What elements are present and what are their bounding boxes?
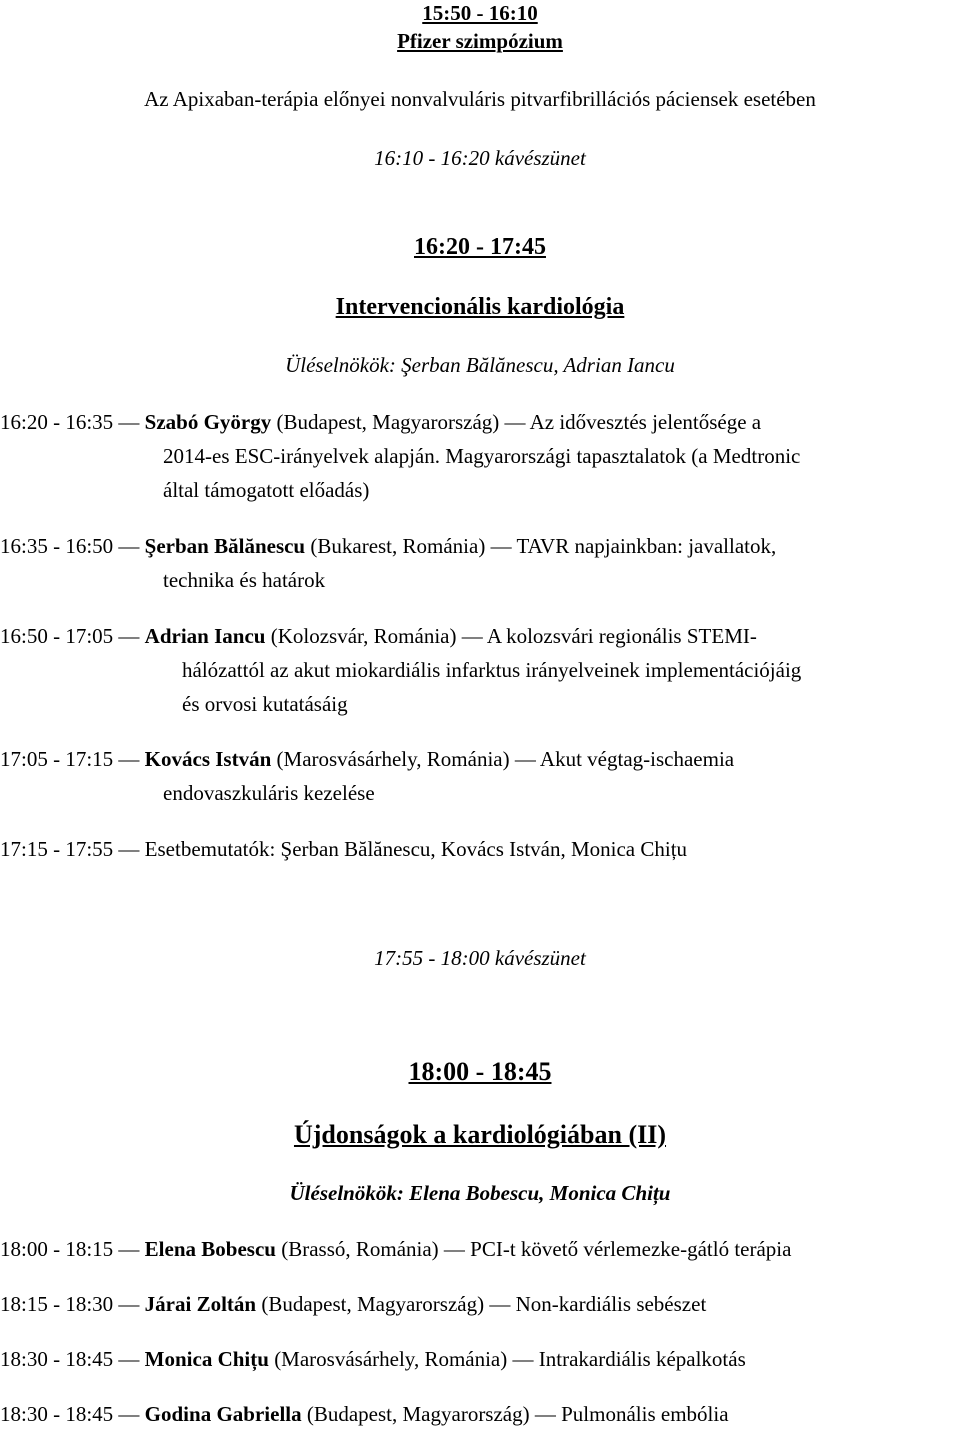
- talk-8: [0, 1342, 960, 1376]
- talk-continuation: technika és határok: [163, 568, 326, 592]
- talk-time: 18:30 - 18:45 —: [0, 1402, 140, 1426]
- talk-info: (Budapest, Magyarország) — Pulmonális embólia: [301, 1402, 729, 1426]
- break2: 17:55 - 18:00 kávészünet: [374, 946, 586, 970]
- session2-title: Újdonságok a kardiológiában (II): [293, 1120, 667, 1149]
- break1: 16:10 - 16:20 kávészünet: [374, 146, 586, 170]
- talk-speaker: Járai Zoltán: [144, 1292, 257, 1316]
- talk-info: Esetbemutatók: Şerban Bălănescu, Kovács István, Monica Chițu: [139, 837, 688, 861]
- session1-time: 16:20 - 17:45: [414, 234, 546, 260]
- talk-continuation: és orvosi kutatásáig: [182, 692, 348, 716]
- talk-4: [0, 742, 960, 810]
- talk-info: (Marosvásárhely, Románia) — Intrakardiális képalkotás: [268, 1347, 746, 1371]
- talk-info: (Kolozsvár, Románia) — A kolozsvári regionális STEMI-: [265, 624, 757, 648]
- talk-speaker: Şerban Bălănescu: [144, 534, 306, 558]
- talk-5: [0, 832, 960, 866]
- talk-time: 18:15 - 18:30 —: [0, 1292, 140, 1316]
- talk-info: (Budapest, Magyarország) — Non-kardiális sebészet: [256, 1292, 707, 1316]
- talk-time: 18:30 - 18:45 —: [0, 1347, 140, 1371]
- talk-speaker: Monica Chițu: [144, 1347, 269, 1371]
- talk-9: [0, 1397, 960, 1431]
- talk-continuation: által támogatott előadás): [163, 478, 370, 502]
- talk-info: (Bukarest, Románia) — TAVR napjainkban: javallatok,: [305, 534, 777, 558]
- talk-info: (Brassó, Románia) — PCI-t követő vérlemezke-gátló terápia: [275, 1237, 792, 1261]
- talk-speaker: Kovács István: [144, 747, 272, 771]
- talk-time: 16:20 - 16:35 —: [0, 410, 140, 434]
- talk-1: [0, 405, 960, 507]
- talk-speaker: Szabó György: [144, 410, 272, 434]
- talk-time: 17:15 - 17:55 —: [0, 837, 140, 861]
- talk-continuation: hálózattól az akut miokardiális infarktus irányelveinek implementációjáig: [182, 658, 802, 682]
- talk-continuation: 2014-es ESC-irányelvek alapján. Magyarországi tapasztalatok (a Medtronic: [163, 444, 801, 468]
- talk-speaker: Adrian Iancu: [144, 624, 266, 648]
- talk-3: [0, 619, 960, 721]
- talk-2: [0, 529, 960, 597]
- block1-subtitle: Az Apixaban-terápia előnyei nonvalvuláris pitvarfibrillációs páciensek esetében: [144, 87, 816, 111]
- talk-7: [0, 1287, 960, 1321]
- talk-6: [0, 1232, 960, 1266]
- talk-time: 17:05 - 17:15 —: [0, 747, 140, 771]
- session1-chairs: Üléselnökök: Şerban Bălănescu, Adrian Iancu: [285, 353, 675, 377]
- session2-chairs: Üléselnökök: Elena Bobescu, Monica Chițu: [289, 1181, 671, 1205]
- talk-time: 16:50 - 17:05 —: [0, 624, 140, 648]
- talk-speaker: Godina Gabriella: [144, 1402, 302, 1426]
- session1-title: Intervencionális kardiológia: [335, 294, 625, 320]
- talk-info: (Marosvásárhely, Románia) — Akut végtag-ischaemia: [271, 747, 735, 771]
- block1-title: Pfizer szimpózium: [397, 29, 563, 53]
- block1-time: 15:50 - 16:10: [422, 1, 538, 25]
- talk-speaker: Elena Bobescu: [144, 1237, 276, 1261]
- talk-continuation: endovaszkuláris kezelése: [163, 781, 375, 805]
- session2-time: 18:00 - 18:45: [408, 1057, 552, 1086]
- talk-info: (Budapest, Magyarország) — Az idővesztés jelentősége a: [271, 410, 762, 434]
- talk-time: 16:35 - 16:50 —: [0, 534, 140, 558]
- talk-time: 18:00 - 18:15 —: [0, 1237, 140, 1261]
